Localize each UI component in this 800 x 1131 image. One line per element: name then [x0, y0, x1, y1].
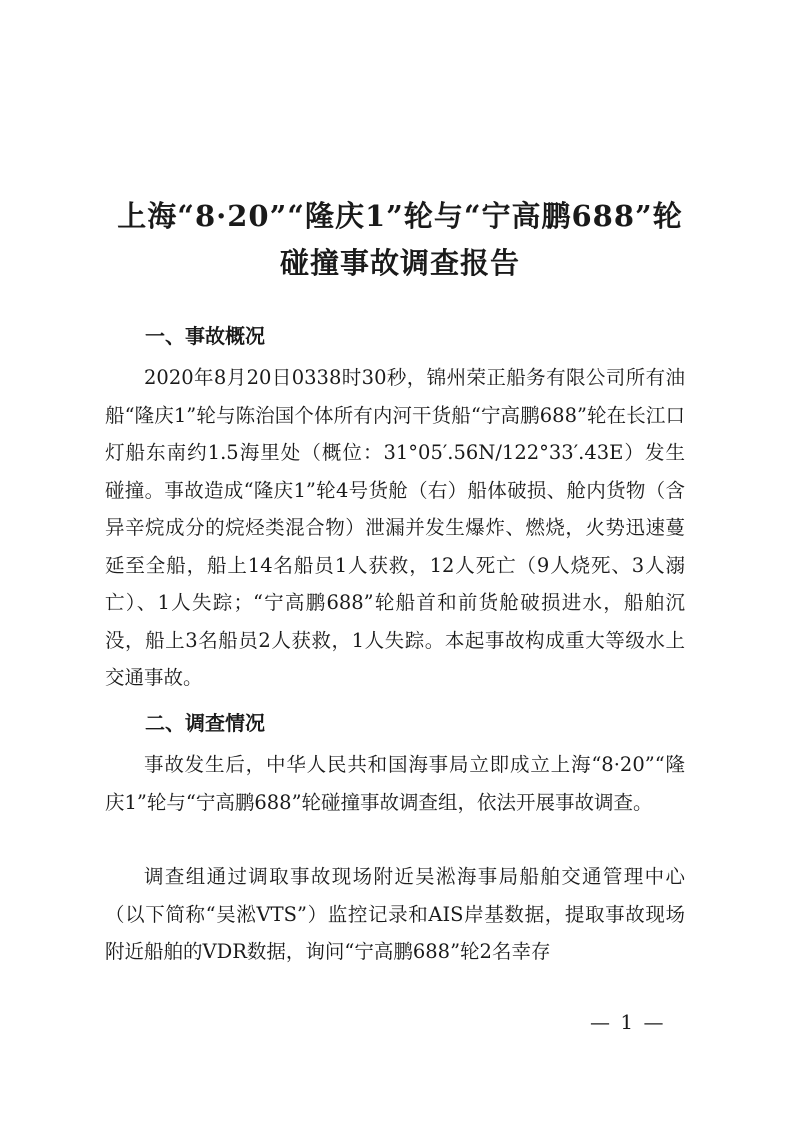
section2-paragraph1: 事故发生后，中华人民共和国海事局立即成立上海“8·20”“隆庆1”轮与“宁高鹏688”轮碰撞事故调查组，依法开展事故调查。 [105, 753, 685, 814]
section2-paragraph2: 调查组通过调取事故现场附近吴淞海事局船舶交通管理中心（以下简称“吴淞VTS”）监控记录和AIS岸基数据，提取事故现场附近船舶的VDR数据，询问“宁高鹏688”轮2名幸存 [105, 865, 685, 963]
section2-heading: 二、调查情况 [145, 711, 265, 735]
section1-heading: 一、事故概况 [145, 324, 265, 348]
page-number: — 1 — [590, 1010, 666, 1034]
section1-paragraph: 2020年8月20日0338时30秒，锦州荣正船务有限公司所有油船“隆庆1”轮与陈治国个体所有内河干货船“宁高鹏688”轮在长江口灯船东南约1.5海里处（概位：31°05′.56N/122°33′.43E）发生碰撞。事故造成“隆庆1”轮4号货舱（右）船体破损、舱内货物（含异辛烷成分的烷烃类混合物）泄漏并发生爆炸、燃烧，火势迅速蔓延至全船，船上14名船员1人获救，12人死亡（9人烧死、3人溺亡）、1人失踪；“宁高鹏688”轮船首和前货舱破损进水，船舶沉没，船上3名船员2人获救，1人失踪。本起事故构成重大等级水上交通事故。 [105, 366, 685, 689]
report-title-line2: 碰撞事故调查报告 [279, 246, 520, 280]
report-title-line1: 上海“8·20”“隆庆1”轮与“宁高鹏688”轮 [117, 199, 683, 233]
